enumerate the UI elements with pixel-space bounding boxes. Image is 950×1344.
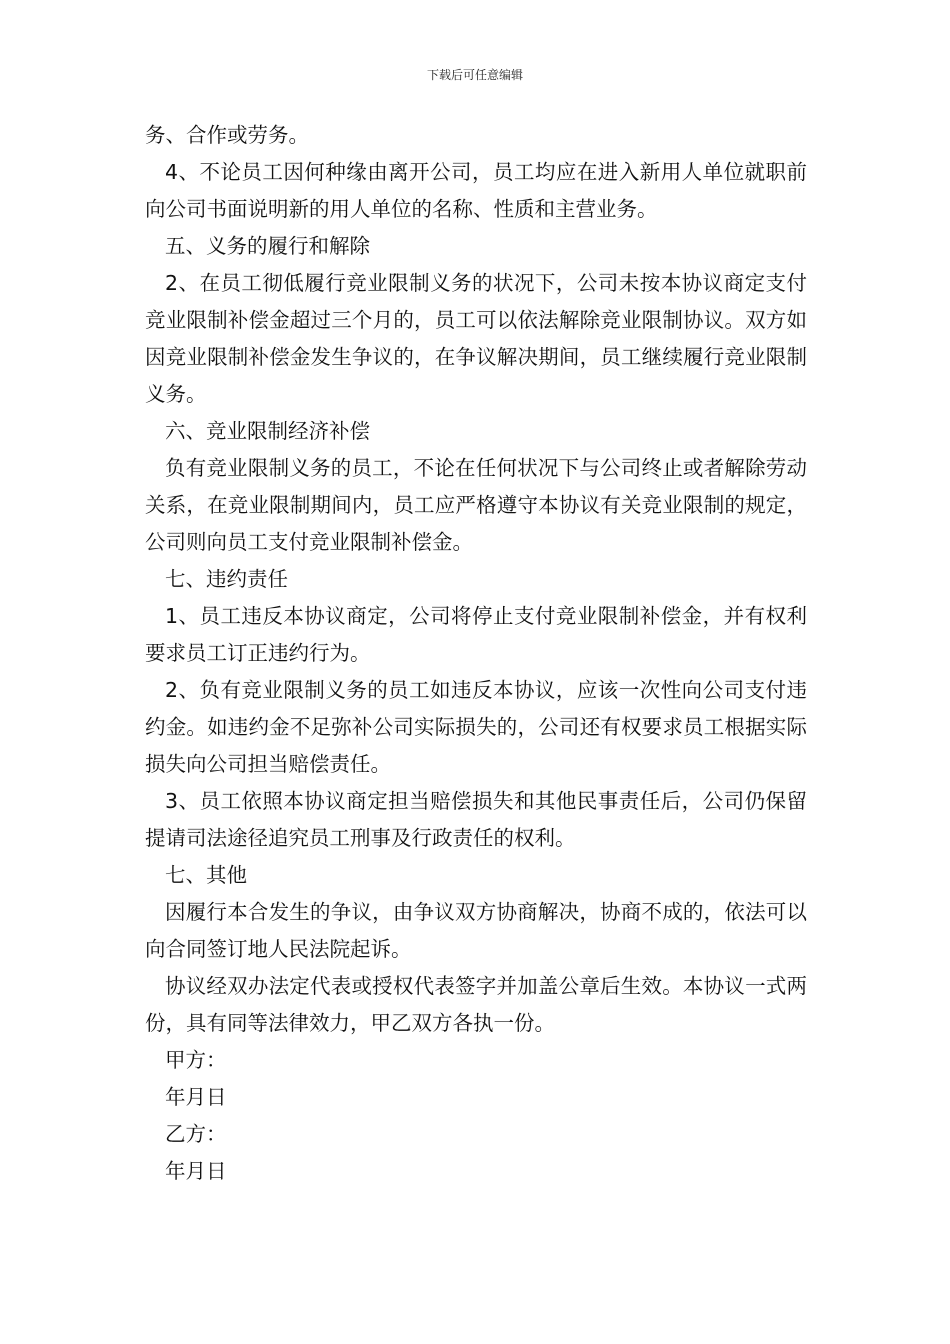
paragraph-compensation: 负有竞业限制义务的员工，不论在任何状况下与公司终止或者解除劳动关系，在竞业限制期间内，员工应严格遵守本协议有关竞业限制的规定，公司则向员工支付竞业限制补偿金。 <box>145 456 807 554</box>
section-heading-other: 七、其他 <box>165 863 247 887</box>
section-heading-6: 六、竞业限制经济补偿 <box>165 419 370 443</box>
paragraph-clause-4: 4、不论员工因何种缘由离开公司，员工均应在进入新用人单位就职前向公司书面说明新的用人单位的名称、性质和主营业务。 <box>145 160 807 221</box>
signature-party-b: 乙方： <box>165 1122 227 1146</box>
signature-party-a: 甲方： <box>165 1048 227 1072</box>
section-heading-7: 七、违约责任 <box>165 567 288 591</box>
page-header-note: 下载后可任意编辑 <box>426 68 523 82</box>
document-body <box>145 117 807 1190</box>
paragraph-clause-5-2: 2、在员工彻低履行竞业限制义务的状况下，公司未按本协议商定支付竞业限制补偿金超过三个月的，员工可以依法解除竞业限制协议。双方如因竞业限制补偿金发生争议的，在争议解决期间，员工继续履行竞业限制义务。 <box>145 271 807 406</box>
signature-date-a: 年月日 <box>165 1085 227 1109</box>
paragraph-breach-3: 3、员工依照本协议商定担当赔偿损失和其他民事责任后，公司仍保留提请司法途径追究员工刑事及行政责任的权利。 <box>145 789 807 850</box>
paragraph-dispute: 因履行本合发生的争议，由争议双方协商解决，协商不成的，依法可以向合同签订地人民法院起诉。 <box>145 900 807 961</box>
paragraph-effect: 协议经双办法定代表或授权代表签字并加盖公章后生效。本协议一式两份，具有同等法律效力，甲乙双方各执一份。 <box>145 974 807 1035</box>
paragraph-continuation: 务、合作或劳务。 <box>145 123 309 147</box>
signature-date-b: 年月日 <box>165 1159 227 1183</box>
paragraph-breach-1: 1、员工违反本协议商定，公司将停止支付竞业限制补偿金，并有权利要求员工订正违约行为。 <box>145 604 807 665</box>
section-heading-5: 五、义务的履行和解除 <box>165 234 370 258</box>
paragraph-breach-2: 2、负有竞业限制义务的员工如违反本协议，应该一次性向公司支付违约金。如违约金不足弥补公司实际损失的，公司还有权要求员工根据实际损失向公司担当赔偿责任。 <box>145 678 807 776</box>
